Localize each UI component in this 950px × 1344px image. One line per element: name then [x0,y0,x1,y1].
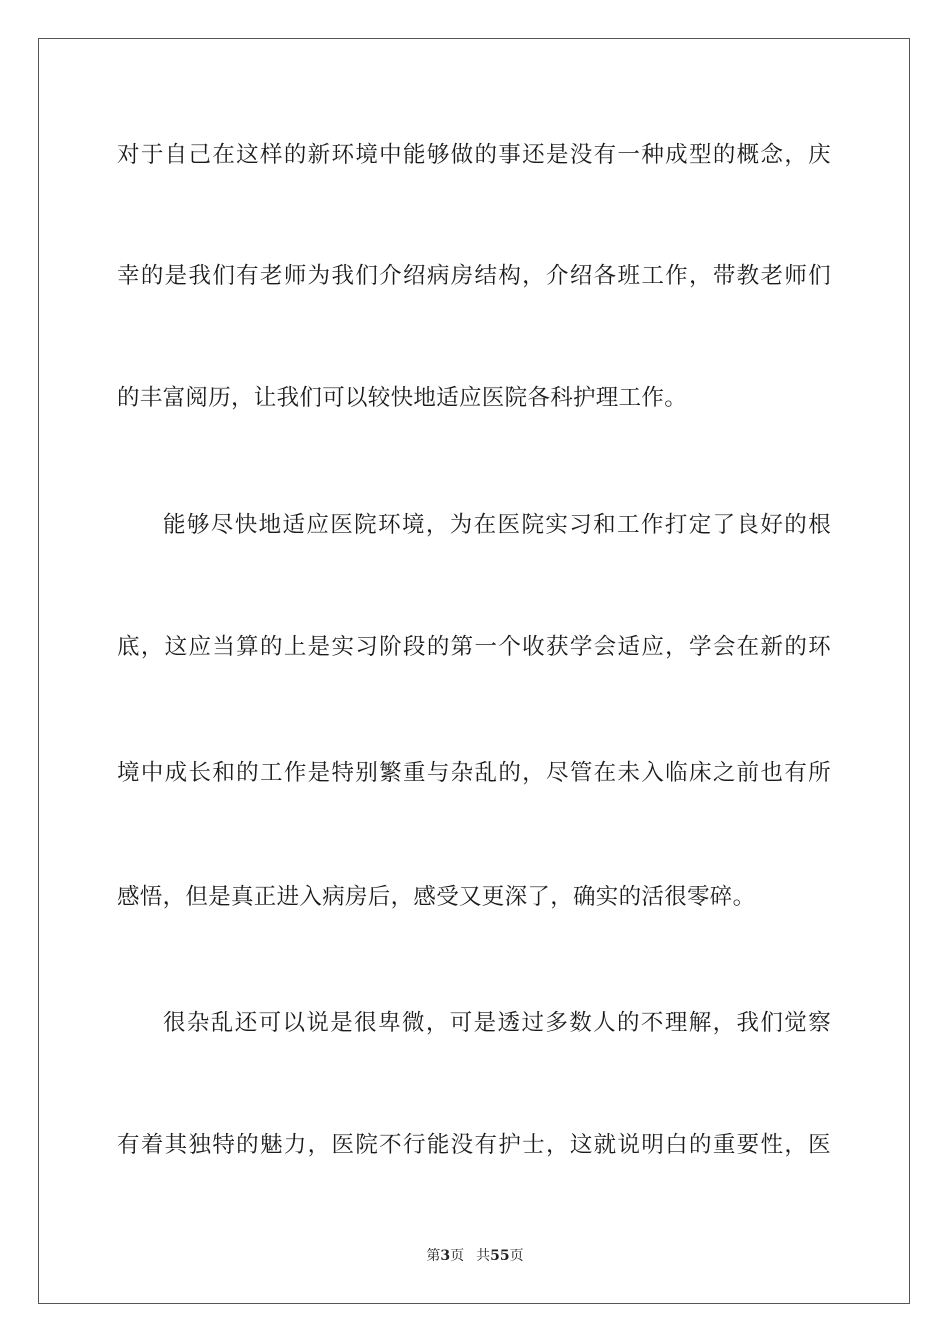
total-label-prefix: 共 [476,1248,491,1264]
page-number: 3 [440,1248,451,1264]
total-label-suffix: 页 [509,1248,524,1264]
paragraph-line: 境中成长和的工作是特别繁重与杂乱的，尽管在未入临床之前也有所 [117,760,831,786]
page-label-suffix: 页 [450,1248,465,1264]
total-pages: 55 [490,1248,510,1264]
paragraph-line: 能够尽快地适应医院环境，为在医院实习和工作打定了良好的根 [163,512,831,538]
paragraph-line: 有着其独特的魅力，医院不行能没有护士，这就说明白的重要性，医 [117,1132,831,1158]
paragraph-line: 底，这应当算的上是实习阶段的第一个收获学会适应，学会在新的环 [117,634,831,660]
paragraph-line: 很杂乱还可以说是很卑微，可是透过多数人的不理解，我们觉察 [163,1010,831,1036]
paragraph-line: 感悟，但是真正进入病房后，感受又更深了，确实的活很零碎。 [117,884,756,910]
page-frame [38,38,910,1304]
paragraph-line: 幸的是我们有老师为我们介绍病房结构，介绍各班工作，带教老师们 [117,263,831,289]
paragraph-line: 对于自己在这样的新环境中能够做的事还是没有一种成型的概念，庆 [117,142,831,168]
page-label-prefix: 第 [426,1248,441,1264]
paragraph-line: 的丰富阅历，让我们可以较快地适应医院各科护理工作。 [117,385,688,411]
page-footer [0,1246,950,1266]
